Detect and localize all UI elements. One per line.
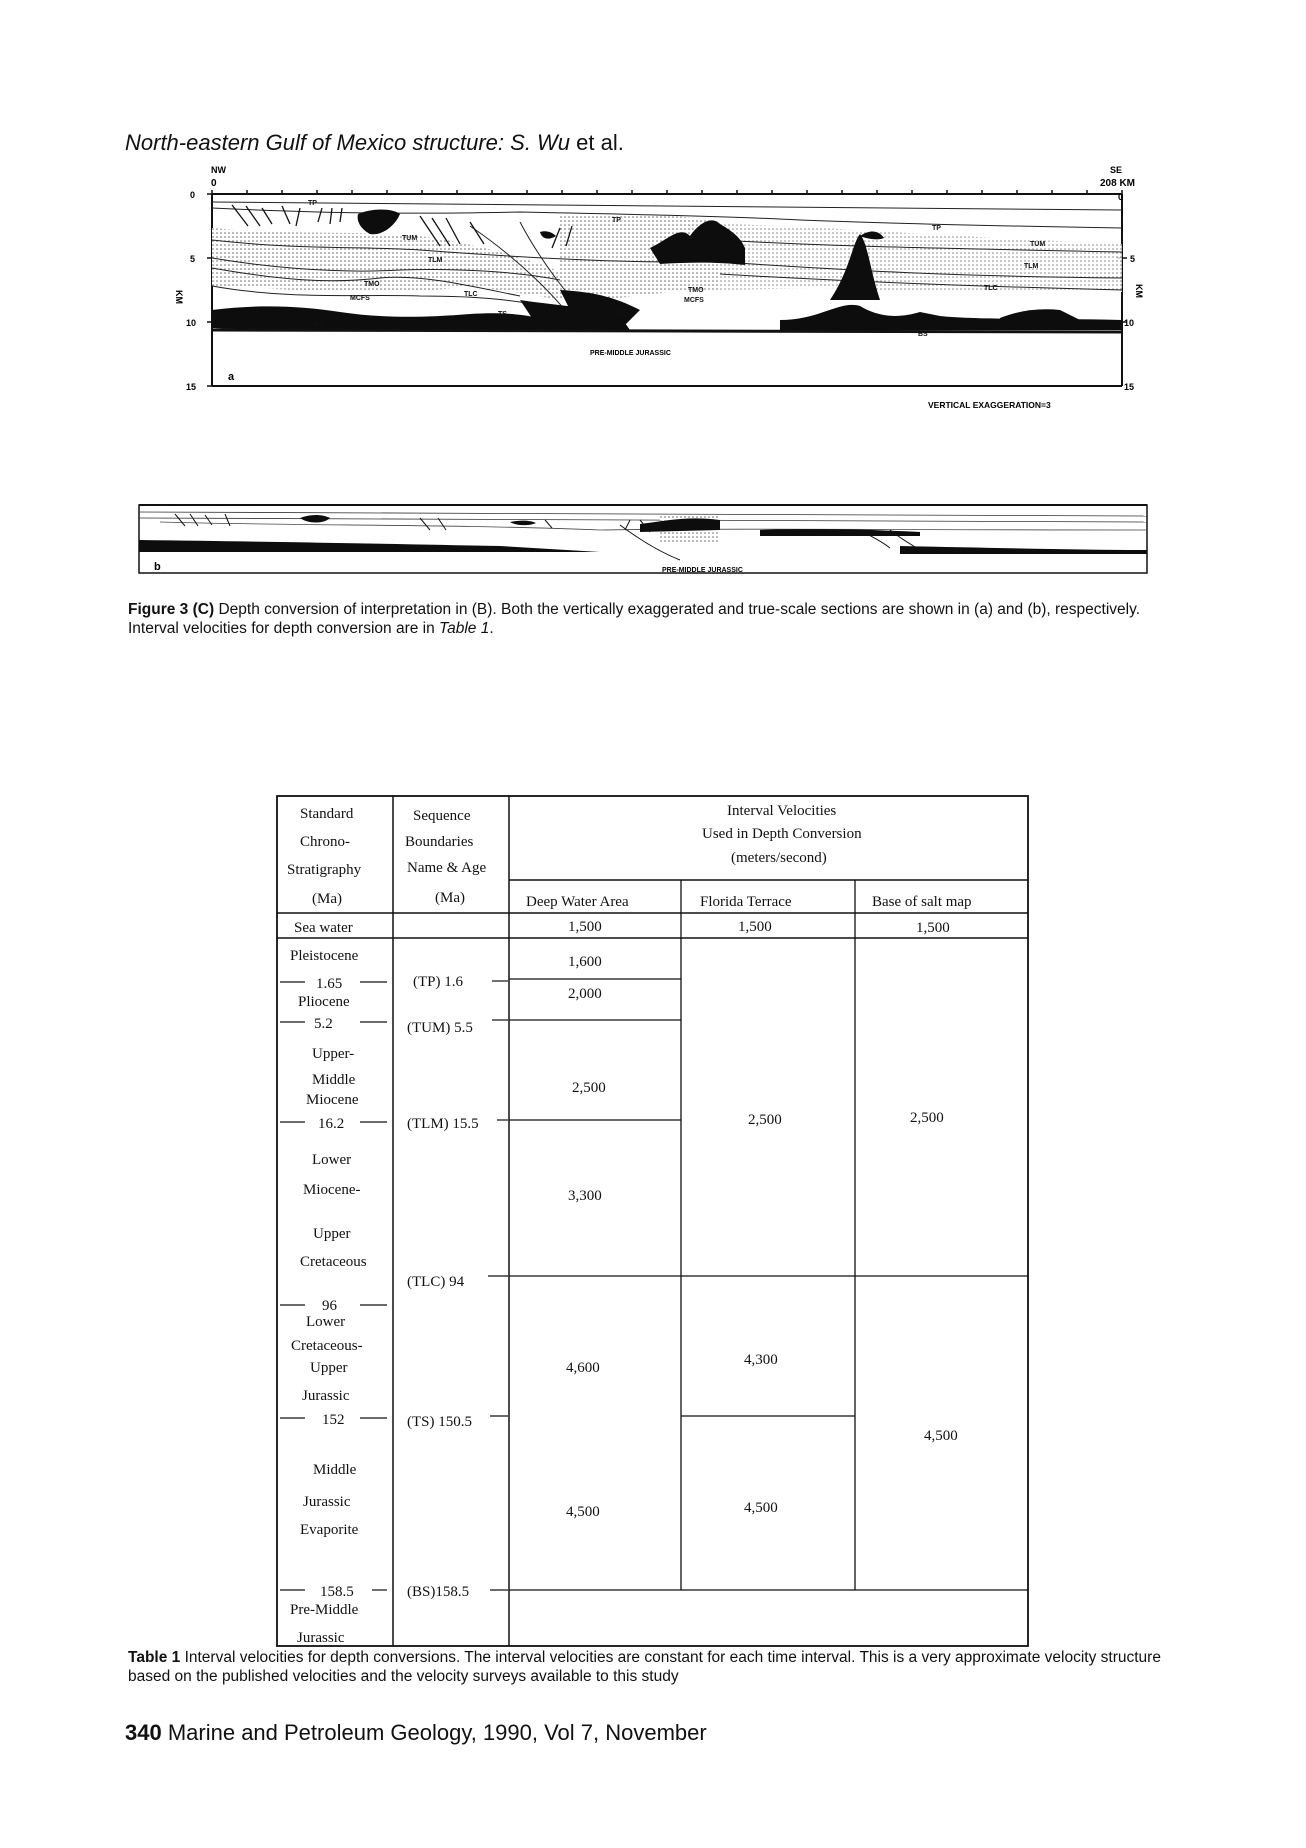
figure-caption-ref: Table 1 (439, 620, 490, 637)
table-text (287, 803, 972, 1646)
florida-2500: 2,500 (748, 1112, 782, 1128)
strat-152: 152 (322, 1412, 345, 1428)
figure-caption-end: . (489, 620, 494, 637)
depth-tick-15: 15 (186, 382, 197, 392)
col2-header-2: Boundaries (405, 834, 474, 850)
panel-a-right-dir: SE (1110, 165, 1123, 175)
sea-water-florida: 1,500 (738, 919, 772, 935)
running-suffix: et al. (570, 130, 624, 155)
horizon-tlm-2: TLM (1024, 263, 1039, 270)
depth-tick-5-right: 5 (1130, 254, 1136, 264)
salt-2500: 2,500 (910, 1110, 944, 1126)
strat-pliocene: Pliocene (298, 994, 350, 1010)
figure-caption-part: (C) (192, 601, 215, 618)
boundary-tlm: (TLM) 15.5 (407, 1116, 479, 1132)
panel-a-label: a (228, 371, 235, 383)
col1-header-1: Standard (300, 806, 354, 822)
page-number: 340 (125, 1720, 162, 1745)
strat-158-5: 158.5 (320, 1584, 354, 1600)
depth-tick-0: 0 (190, 190, 196, 200)
horizon-tp-1: TP (308, 200, 317, 207)
strat-1-65: 1.65 (316, 976, 343, 992)
horizon-tlc-3: TLC (984, 285, 998, 292)
col1-header-3: Stratigraphy (287, 862, 362, 878)
strat-jurassic-3: Jurassic (297, 1630, 345, 1646)
florida-4300: 4,300 (744, 1352, 778, 1368)
deep-2000: 2,000 (568, 986, 602, 1002)
boundary-bs: (BS)158.5 (407, 1584, 470, 1600)
deep-2500: 2,500 (572, 1080, 606, 1096)
col2-header-1: Sequence (413, 808, 471, 824)
strat-pre-middle: Pre-Middle (290, 1602, 359, 1618)
panel-b-basement-label: PRE-MIDDLE JURASSIC (662, 567, 743, 574)
strat-middle-2: Middle (313, 1462, 357, 1478)
strat-96: 96 (322, 1298, 337, 1314)
sub-header-salt: Base of salt map (872, 894, 972, 910)
strat-lower: Lower (312, 1152, 352, 1168)
horizon-tmo-2: TMO (688, 287, 704, 294)
strat-upper-2: Upper (313, 1226, 351, 1242)
panel-b-label: b (154, 561, 161, 573)
horizon-bs-1: BS (314, 321, 324, 328)
sub-header-florida: Florida Terrace (700, 894, 792, 910)
strat-miocene-2: Miocene- (303, 1182, 361, 1198)
vertical-exaggeration: VERTICAL EXAGGERATION=3 (928, 400, 1051, 410)
col2-header-4: (Ma) (435, 890, 465, 906)
strat-upper: Upper- (312, 1046, 355, 1062)
table-caption-number: Table 1 (128, 1649, 181, 1666)
horizon-tlm-1: TLM (428, 257, 443, 264)
strat-jurassic-2: Jurassic (303, 1494, 351, 1510)
panel-b (139, 505, 1147, 574)
panel-a-basement-label: PRE-MIDDLE JURASSIC (590, 350, 671, 357)
km-axis-label-left: KM (174, 290, 184, 304)
strat-cretaceous-2: Cretaceous- (291, 1338, 363, 1354)
col2-header-3: Name & Age (407, 860, 487, 876)
strat-pleistocene: Pleistocene (290, 948, 359, 964)
strat-cretaceous: Cretaceous (300, 1254, 367, 1270)
sea-water-deep: 1,500 (568, 919, 602, 935)
figure-caption-number: Figure 3 (128, 601, 189, 618)
figure-caption-text: Depth conversion of interpretation in (B). Both the vertically exaggerated and true-scale sections are shown in (a) and (b), respectively. Interval velocities for depth conversion are in (128, 601, 1141, 637)
strat-miocene: Miocene (306, 1092, 359, 1108)
km-axis-label-right: KM (1134, 284, 1144, 298)
horizon-tlc-2: TLC (612, 309, 626, 316)
horizon-tum-1: TUM (402, 235, 418, 242)
strat-upper-3: Upper (310, 1360, 348, 1376)
sea-water-salt: 1,500 (916, 920, 950, 936)
depth-tick-10: 10 (186, 318, 197, 328)
depth-tick-15-right: 15 (1124, 382, 1135, 392)
group-header-1: Interval Velocities (727, 803, 837, 819)
col1-header-4: (Ma) (312, 891, 342, 907)
depth-tick-5: 5 (190, 254, 196, 264)
table-caption-text: Interval velocities for depth conversions. The interval velocities are constant for each time interval. This is a very approximate velocity structure based on the published velocities and the velocity surveys available to this study (128, 1649, 1161, 1685)
deep-4600: 4,600 (566, 1360, 600, 1376)
table-caption (128, 1648, 1188, 1686)
deep-3300: 3,300 (568, 1188, 602, 1204)
horizon-tp-3: TP (932, 225, 941, 232)
boundary-tum: (TUM) 5.5 (407, 1020, 473, 1036)
deep-1600: 1,600 (568, 954, 602, 970)
strat-16-2: 16.2 (318, 1116, 345, 1132)
horizon-tum-2: TUM (1030, 241, 1046, 248)
group-header-2: Used in Depth Conversion (702, 826, 862, 842)
strat-5-2: 5.2 (314, 1016, 333, 1032)
sub-header-deep: Deep Water Area (526, 894, 629, 910)
salt-4500: 4,500 (924, 1428, 958, 1444)
boundary-tp: (TP) 1.6 (413, 974, 463, 990)
horizon-mcfs-1: MCFS (350, 295, 370, 302)
strat-middle: Middle (312, 1072, 356, 1088)
page-footer (125, 1720, 707, 1746)
col1-header-2: Chrono- (300, 834, 350, 850)
horizon-mcfs-2: MCFS (684, 297, 704, 304)
panel-a-right-km: 208 KM (1100, 178, 1136, 189)
florida-4500: 4,500 (744, 1500, 778, 1516)
horizon-tmo-1: TMO (364, 281, 380, 288)
horizon-tlc-1: TLC (464, 291, 478, 298)
sea-water-label: Sea water (294, 920, 353, 936)
group-header-3: (meters/second) (731, 850, 827, 866)
depth-tick-10-right: 10 (1124, 318, 1135, 328)
panel-a-left-km: 0 (211, 178, 217, 189)
boundary-tlc: (TLC) 94 (407, 1274, 465, 1290)
boundary-ts: (TS) 150.5 (407, 1414, 472, 1430)
horizon-tp-2: TP (612, 217, 621, 224)
figure-caption (128, 600, 1188, 638)
running-title: North-eastern Gulf of Mexico structure: S. Wu (125, 130, 571, 155)
strat-lower-2: Lower (306, 1314, 346, 1330)
depth-tick-0-right: 0 (1118, 192, 1124, 202)
horizon-ts-1: TS (498, 311, 507, 318)
strat-evaporite: Evaporite (300, 1522, 359, 1538)
panel-a (174, 165, 1144, 410)
deep-4500: 4,500 (566, 1504, 600, 1520)
strat-jurassic: Jurassic (302, 1388, 350, 1404)
panel-a-left-dir: NW (211, 165, 226, 175)
journal-citation: Marine and Petroleum Geology, 1990, Vol 7, November (161, 1720, 707, 1745)
horizon-bs-2: BS (918, 331, 928, 338)
